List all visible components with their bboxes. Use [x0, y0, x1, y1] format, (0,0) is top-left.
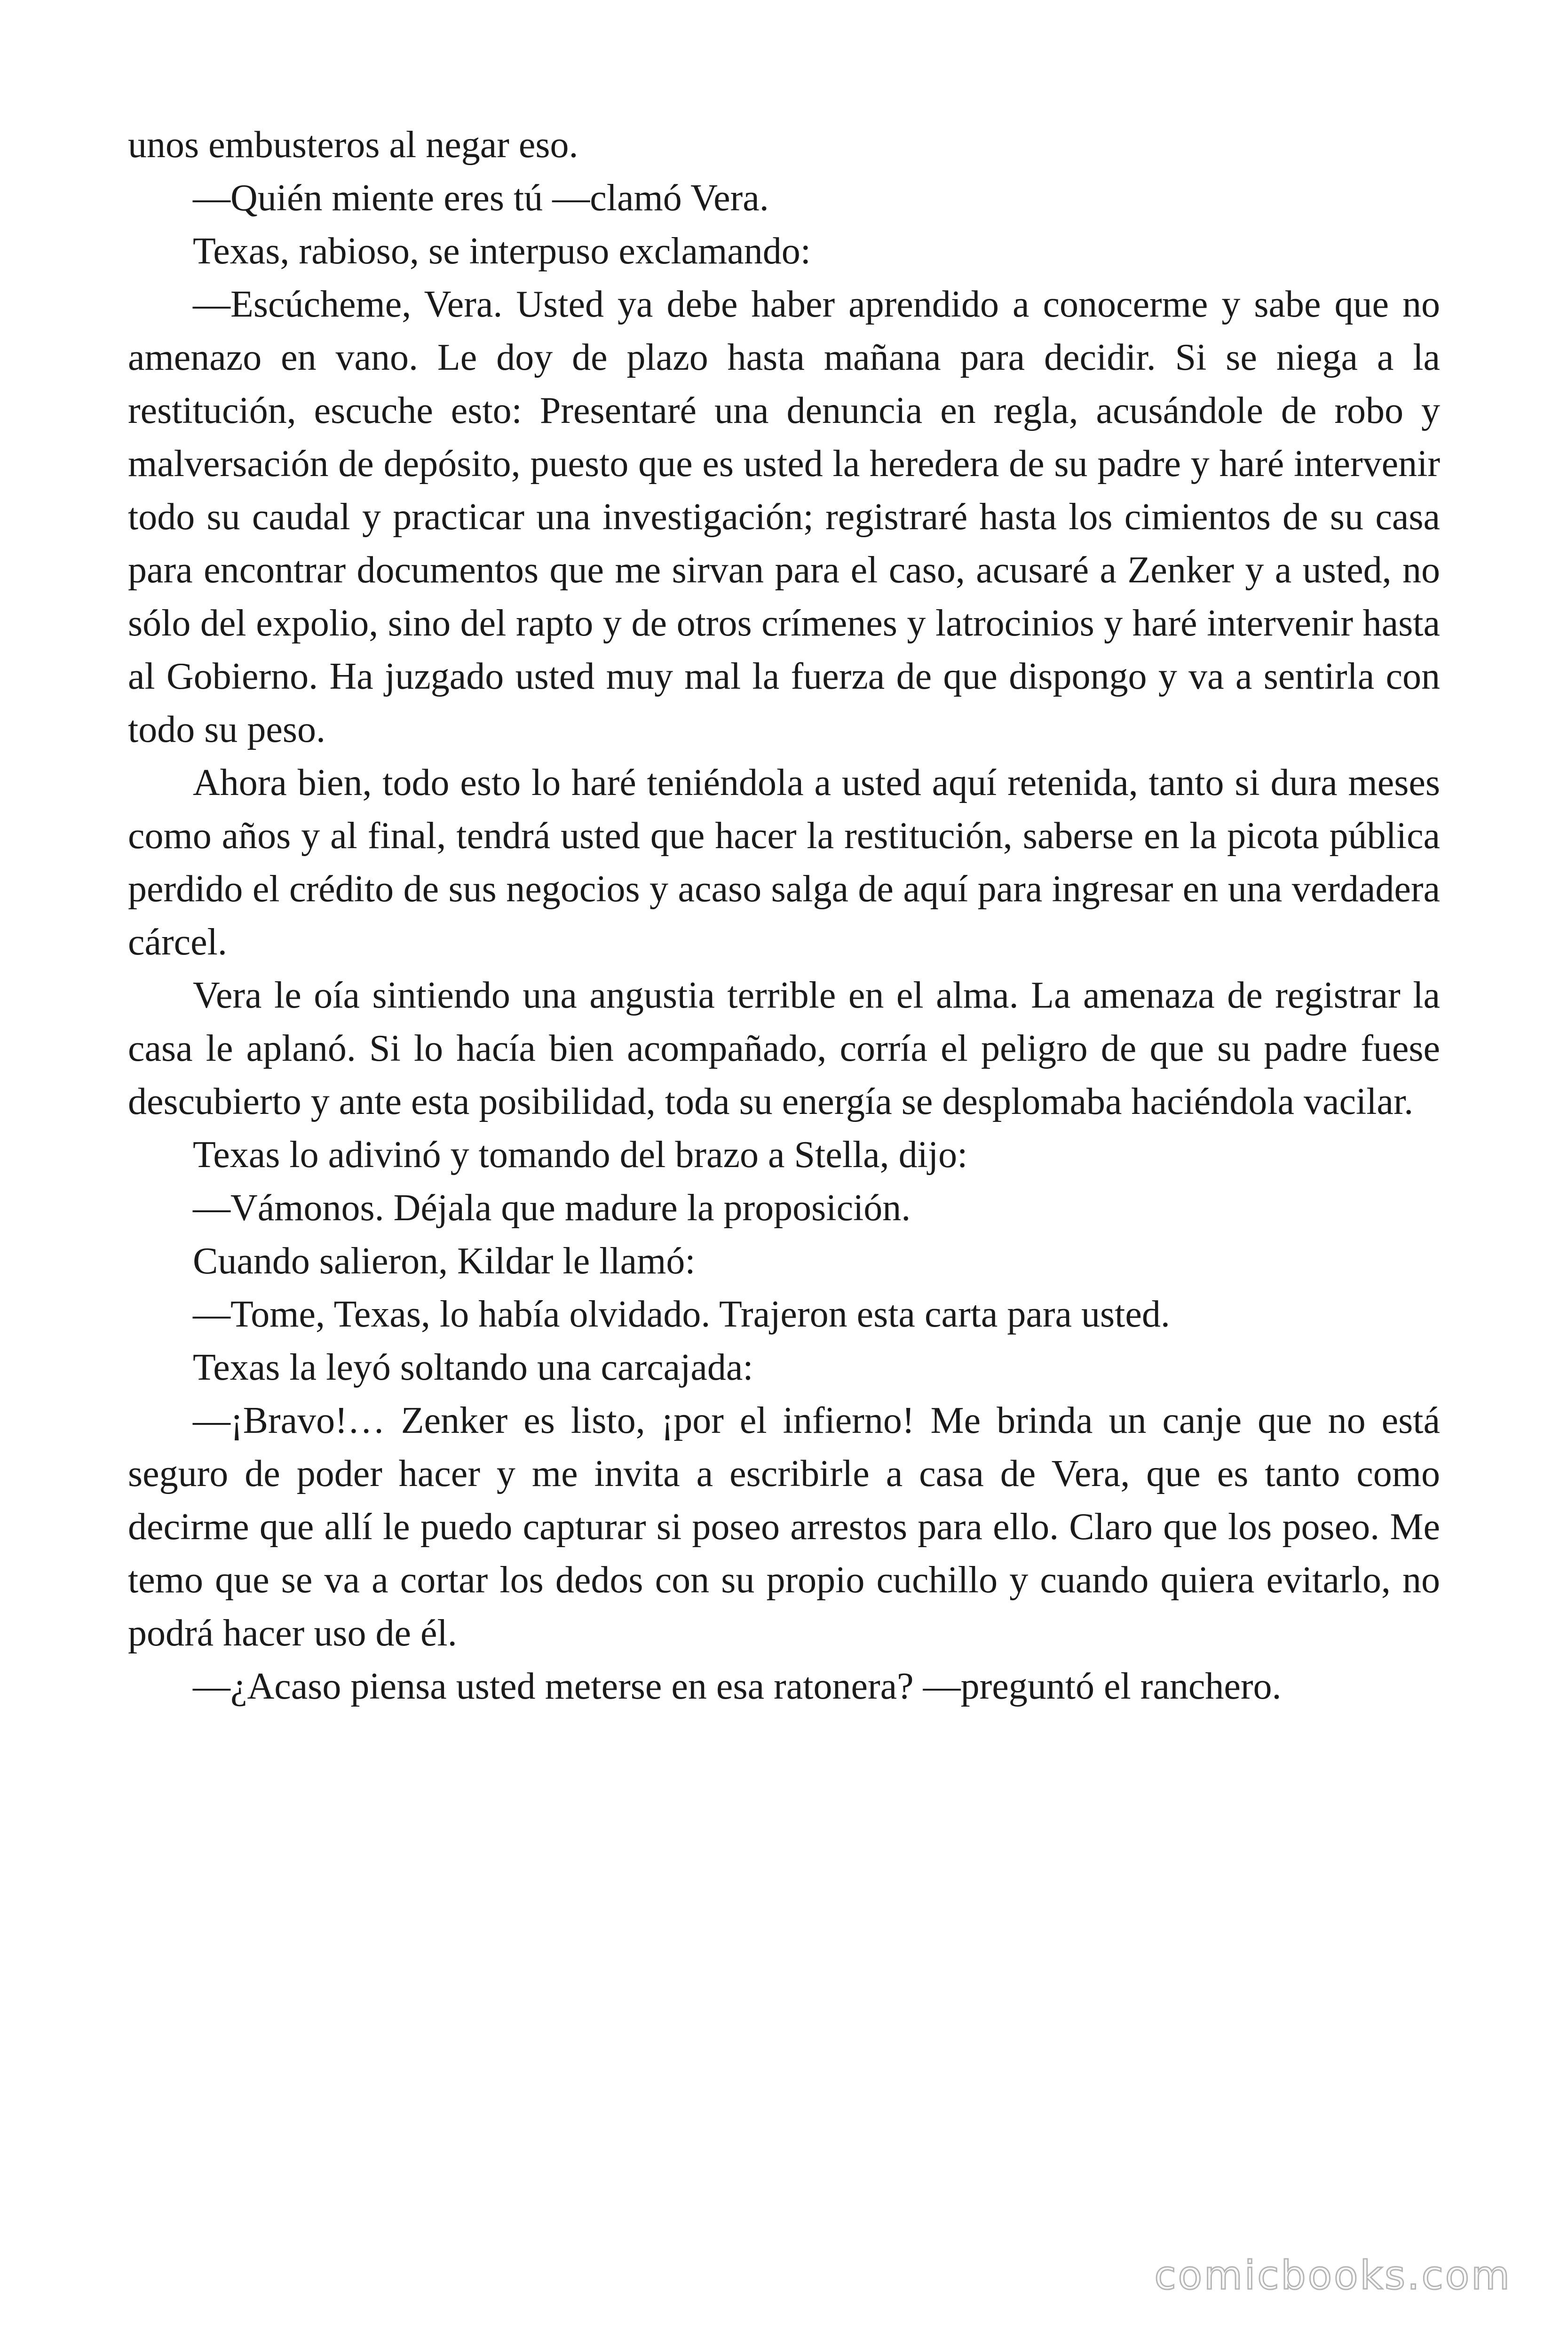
paragraph: —Tome, Texas, lo había olvidado. Trajeron esta carta para usted.: [193, 1294, 1170, 1335]
paragraph: —Vámonos. Déjala que madure la proposición.: [193, 1187, 911, 1229]
paragraph: —Escúcheme, Vera. Usted ya debe haber aprendido a conocerme y sabe que no amenazo en vano. Le doy de plazo hasta mañana para decidir. Si se niega a la restitución, escuche esto: Presentaré una denuncia en regla, acusándole de robo y malversación de depósito, puesto que es usted la heredera de su padre y haré intervenir todo su caudal y practicar una investigación; registraré hasta los cimientos de su casa para encontrar documentos que me sirvan para el caso, acusaré a Zenker y a usted, no sólo del expolio, sino del rapto y de otros crímenes y latrocinios y haré intervenir hasta al Gobierno. Ha juzgado usted muy mal la fuerza de que dispongo y va a sentirla con todo su peso.: [128, 284, 1440, 750]
paragraph: Ahora bien, todo esto lo haré teniéndola a usted aquí retenida, tanto si dura meses como años y al final, tendrá usted que hacer la restitución, saberse en la picota pública perdido el crédito de sus negocios y acaso salga de aquí para ingresar en una verdadera cárcel.: [128, 762, 1440, 963]
paragraph: —Quién miente eres tú —clamó Vera.: [193, 177, 769, 219]
paragraph: Texas la leyó soltando una carcajada:: [193, 1347, 753, 1388]
paragraph: Texas lo adivinó y tomando del brazo a Stella, dijo:: [193, 1134, 968, 1176]
paragraph: —¡Bravo!… Zenker es listo, ¡por el infierno! Me brinda un canje que no está seguro de poder hacer y me invita a escribirle a casa de Vera, que es tanto como decirme que allí le puedo capturar si poseo arrestos para ello. Claro que los poseo. Me temo que se va a cortar los dedos con su propio cuchillo y cuando quiera evitarlo, no podrá hacer uso de él.: [128, 1400, 1440, 1654]
paragraph: unos embusteros al negar eso.: [128, 124, 578, 166]
watermark: comicbooks.com: [1154, 2252, 1512, 2298]
paragraph: Texas, rabioso, se interpuso exclamando:: [193, 230, 811, 272]
paragraph: —¿Acaso piensa usted meterse en esa ratonera? —preguntó el ranchero.: [193, 1666, 1282, 1707]
paragraph: Cuando salieron, Kildar le llamó:: [193, 1240, 696, 1282]
paragraph: Vera le oía sintiendo una angustia terrible en el alma. La amenaza de registrar la casa le aplanó. Si lo hacía bien acompañado, corría el peligro de que su padre fuese descubierto y ante esta posibilidad, toda su energía se desplomaba haciéndola vacilar.: [128, 975, 1440, 1122]
page-body: [128, 119, 1440, 1713]
